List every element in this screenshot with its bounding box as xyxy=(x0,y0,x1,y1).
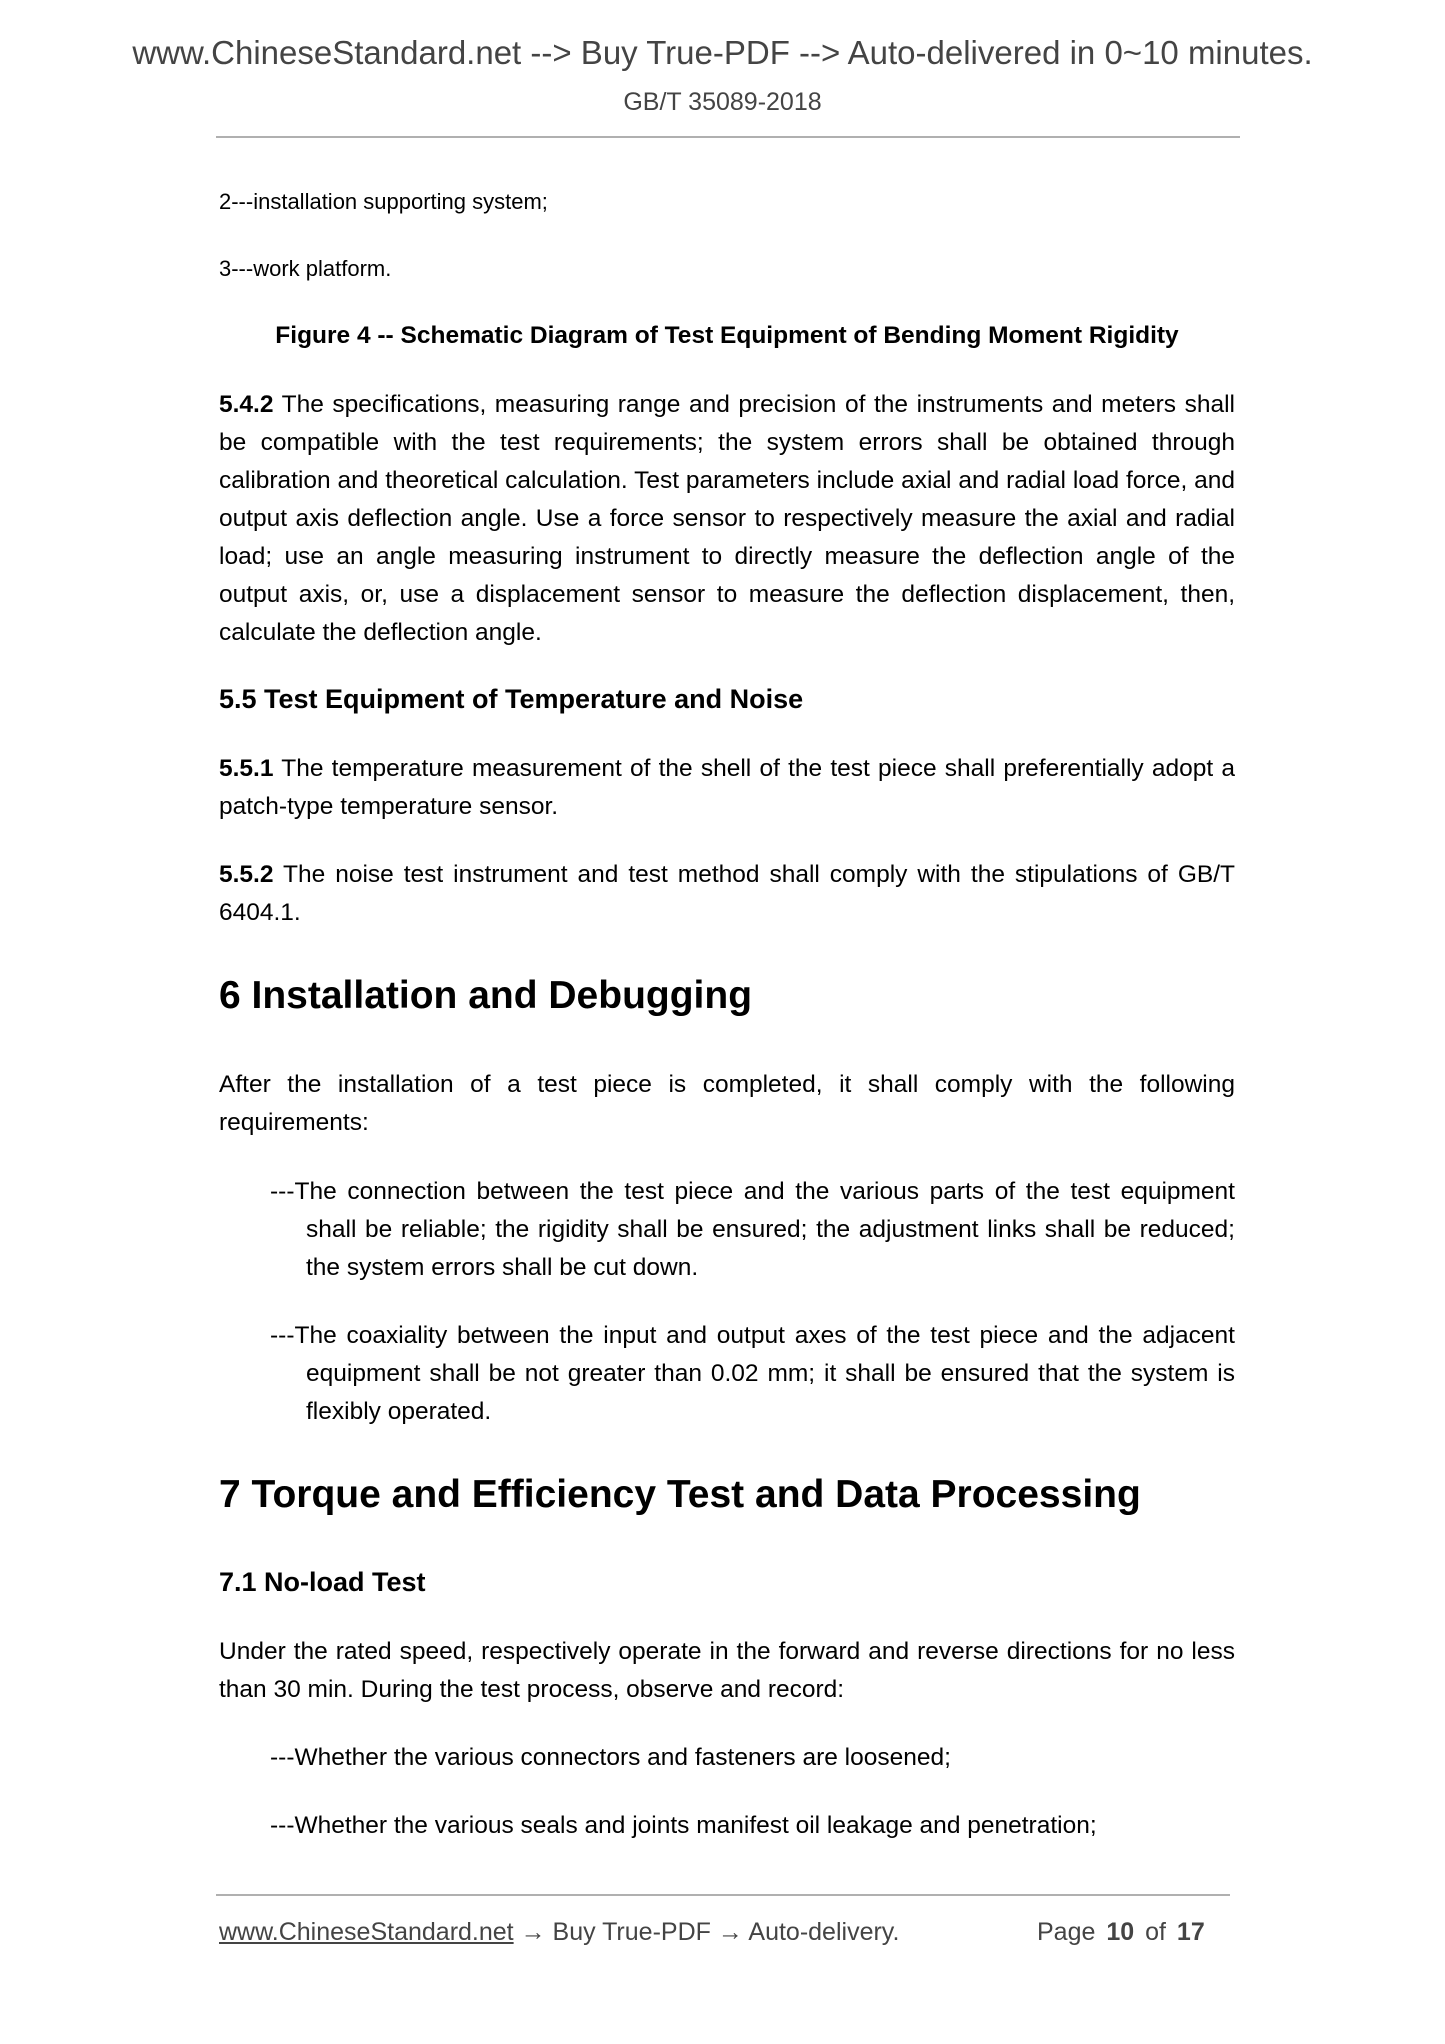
item-text: ---Whether the various seals and joints manifest oil leakage and penetration; xyxy=(270,1812,1097,1839)
paragraph-5-5-2 xyxy=(219,856,1235,932)
page-label: Page xyxy=(1037,1918,1096,1946)
clause-text: The specifications, measuring range and precision of the instruments and meters shall be compatible with the test requirements; the system errors shall be obtained through calibration and theoretical calculation. Test parameters include axial and radial load force, and output axis deflection angle. Use a force sensor to respectively measure the axial and radial load; use an angle measuring instrument to directly measure the deflection angle of the output axis, or, use a displacement sensor to measure the deflection displacement, then, calculate the deflection angle. xyxy=(219,391,1235,646)
heading-7: 7 Torque and Efficiency Test and Data Processing xyxy=(219,1473,1141,1516)
footer-rest: → Buy True-PDF → Auto-delivery. xyxy=(513,1918,900,1946)
current-page: 10 xyxy=(1106,1918,1135,1946)
footer-text xyxy=(219,1918,899,1947)
section-6-intro: After the installation of a test piece is completed, it shall comply with the following requirements: xyxy=(219,1071,1235,1136)
page-number xyxy=(1037,1918,1205,1947)
paragraph-5-5-1 xyxy=(219,750,1235,826)
clause-number: 5.5.2 xyxy=(219,861,274,888)
clause-number: 5.5.1 xyxy=(219,755,274,782)
paragraph-5-4-2 xyxy=(219,386,1235,652)
clause-text: The noise test instrument and test method shall comply with the stipulations of GB/T 6404.1. xyxy=(219,861,1235,926)
header-rule xyxy=(216,136,1240,138)
item-text: ---Whether the various connectors and fasteners are loosened; xyxy=(270,1744,951,1771)
figure-legend-3: 3---work platform. xyxy=(219,256,392,281)
clause-number: 5.4.2 xyxy=(219,391,274,418)
item-text: ---The connection between the test piece and the various parts of the test equipment shall be reliable; the rigidity shall be ensured; the adjustment links shall be reduced; the system errors shall be cut down. xyxy=(270,1178,1235,1281)
footer-link[interactable]: www.ChineseStandard.net xyxy=(219,1918,514,1946)
heading-6: 6 Installation and Debugging xyxy=(219,974,753,1017)
section-6-item-1 xyxy=(270,1173,1235,1287)
section-7-1-item-2 xyxy=(270,1807,1235,1845)
total-pages: 17 xyxy=(1176,1918,1205,1946)
heading-5-5: 5.5 Test Equipment of Temperature and Noise xyxy=(219,684,804,714)
document-id: GB/T 35089-2018 xyxy=(623,88,822,116)
header-banner: www.ChineseStandard.net --> Buy True-PDF --> Auto-delivered in 0~10 minutes. xyxy=(132,34,1313,71)
figure-legend-2: 2---installation supporting system; xyxy=(219,189,548,214)
item-text: ---The coaxiality between the input and output axes of the test piece and the adjacent equipment shall be not greater than 0.02 mm; it shall be ensured that the system is flexibly operated. xyxy=(270,1322,1235,1425)
section-7-1-item-1 xyxy=(270,1739,1235,1777)
section-7-1-intro: Under the rated speed, respectively operate in the forward and reverse directions for no less than 30 min. During the test process, observe and record: xyxy=(219,1638,1235,1703)
heading-7-1: 7.1 No-load Test xyxy=(219,1567,426,1597)
footer-rule xyxy=(216,1894,1230,1896)
of-label: of xyxy=(1145,1918,1166,1946)
clause-text: The temperature measurement of the shell of the test piece shall preferentially adopt a patch-type temperature sensor. xyxy=(219,755,1235,820)
section-6-item-2 xyxy=(270,1317,1235,1431)
figure-caption: Figure 4 -- Schematic Diagram of Test Equipment of Bending Moment Rigidity xyxy=(275,322,1179,349)
